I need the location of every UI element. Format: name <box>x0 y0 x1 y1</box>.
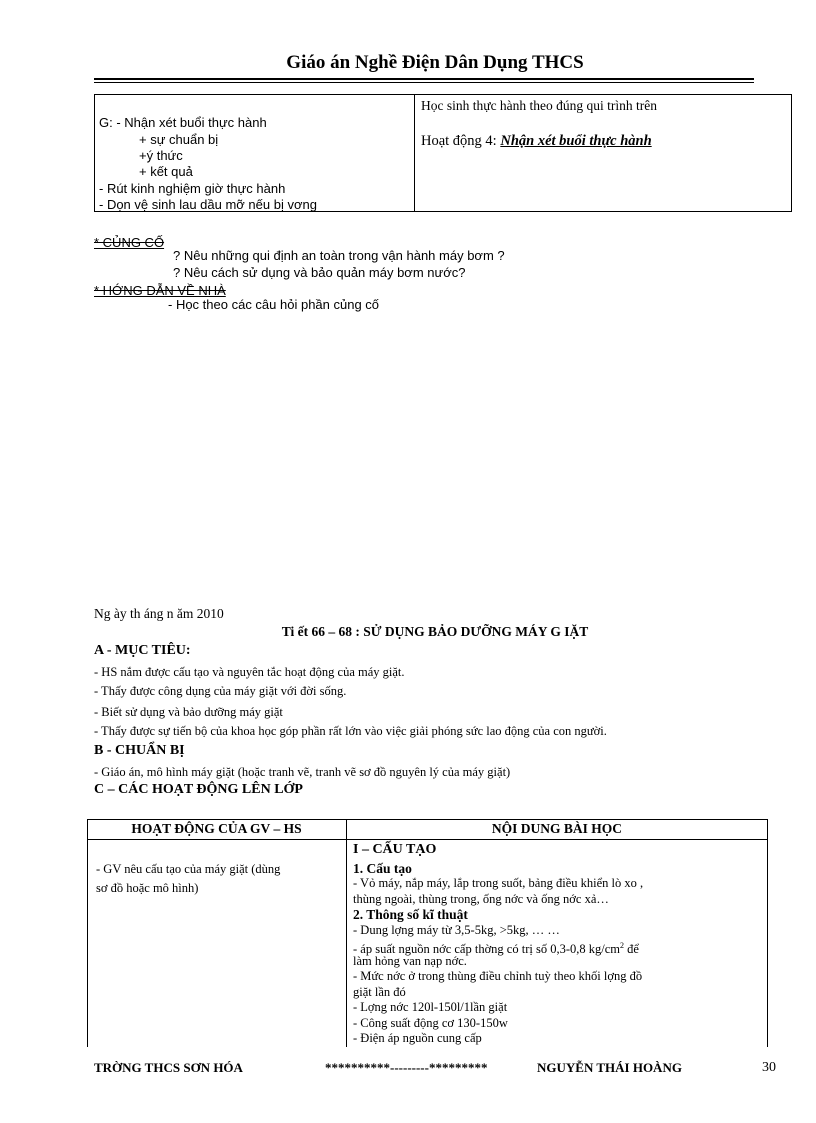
left-line-1: G: - Nhận xét buổi thực hành <box>99 115 267 130</box>
left-line-3: +ý thức <box>139 148 183 163</box>
left-line-2: + sự chuẩn bị <box>139 132 219 147</box>
col1-header: HOẠT ĐỘNG CỦA GV – HS <box>87 819 346 840</box>
right-line-1: Học sinh thực hành theo đúng qui trình trên <box>421 98 658 113</box>
subsection-2-heading: 2. Thông số kĩ thuật <box>353 907 468 922</box>
section-b-heading: B - CHUẨN BỊ <box>94 743 185 758</box>
table-divider <box>414 95 415 211</box>
section-a-item-4: - Thấy được sự tiến bộ của khoa học góp phần rất lớn vào việc giải phóng sức lao động của con người. <box>94 724 607 738</box>
lesson-activity-table <box>87 819 768 1047</box>
activity-label: Hoạt động 4: <box>421 133 501 149</box>
lesson-title: Ti ết 66 – 68 : SỬ DỤNG BẢO DƯỠNG MÁY G IẶT <box>281 624 589 639</box>
section-a-item-1: - HS nắm được cấu tạo và nguyên tắc hoạt động của máy giặt. <box>94 665 405 679</box>
table-column-divider <box>346 819 347 1047</box>
activity-4-table <box>94 94 792 212</box>
structure-line-1: - Vỏ máy, nắp máy, lắp trong suốt, bảng điều khiển lò xo , <box>353 876 644 890</box>
spec-line-2a-tail: để <box>624 942 639 957</box>
col2-header: NỘI DUNG BÀI HỌC <box>346 819 768 840</box>
spec-line-3b: giặt lần đó <box>353 985 406 999</box>
left-line-5: - Rút kinh nghiệm giờ thực hành <box>99 181 286 196</box>
title-rule-thin <box>94 82 754 83</box>
col1-line-1: - GV nêu cấu tạo của máy giặt (dùng <box>96 862 281 876</box>
activity-title: Nhận xét buổi thực hành <box>500 133 652 149</box>
subsection-1-heading: 1. Cấu tạo <box>353 861 412 876</box>
page-number: 30 <box>762 1060 776 1075</box>
huong-dan-line: - Học theo các câu hỏi phần củng cố <box>168 297 380 312</box>
spec-line-1: - Dung lợng máy từ 3,5-5kg, >5kg, … … <box>353 923 560 937</box>
left-line-6: - Dọn vệ sinh lau dầu mỡ nếu bị vơng <box>99 197 317 211</box>
cung-co-question-2: ? Nêu cách sử dụng và bảo quản máy bơm nước? <box>173 265 466 280</box>
section-a-heading: A - MỤC TIÊU: <box>94 643 191 658</box>
page-title: Giáo án Nghề Điện Dân Dụng THCS <box>286 52 584 73</box>
title-rule-thick <box>94 78 754 80</box>
structure-line-2: thùng ngoài, thùng trong, ống nớc và ống nớc xả… <box>353 892 609 906</box>
footer-author: NGUYỄN THÁI HOÀNG <box>537 1060 682 1073</box>
footer-separator: **********---------********* <box>325 1060 488 1073</box>
spec-line-2b: làm hỏng van nạp nớc. <box>353 954 467 968</box>
spec-line-3a: - Mức nớc ở trong thùng điều chỉnh tuỳ theo khối lợng đồ <box>353 969 643 983</box>
spec-line-5: - Công suất động cơ 130-150w <box>353 1016 508 1030</box>
left-line-4: + kết quả <box>139 164 193 179</box>
footer-school: TRỜNG THCS SƠN HÓA <box>94 1060 243 1073</box>
section-1-heading: I – CẤU TẠO <box>353 842 437 857</box>
cung-co-question-1: ? Nêu những qui định an toàn trong vận hành máy bơm ? <box>173 248 505 263</box>
section-b-item-1: - Giáo án, mô hình máy giặt (hoặc tranh vẽ, tranh vẽ sơ đồ nguyên lý của máy giặt) <box>94 765 511 779</box>
activity-heading <box>421 133 652 150</box>
section-a-item-3: - Biết sử dụng và bảo dưỡng máy giặt <box>94 705 283 719</box>
section-a-item-2: - Thấy được công dụng của máy giặt với đời sống. <box>94 684 347 698</box>
spec-line-6: - Điện áp nguồn cung cấp <box>353 1031 482 1045</box>
spec-line-4: - Lợng nớc 120l-150l/1lần giặt <box>353 1000 508 1014</box>
cung-co-label: * CỦNG CỐ <box>94 235 165 250</box>
section-c-heading: C – CÁC HOẠT ĐỘNG LÊN LỚP <box>94 782 303 797</box>
spec-line-2a-sup: 2 <box>620 941 624 950</box>
date-line: Ng ày th áng n ăm 2010 <box>94 606 224 621</box>
col1-line-2: sơ đồ hoặc mô hình) <box>96 881 199 895</box>
spec-line-2a-text: - áp suất nguồn nớc cấp thờng có trị số 0,3-0,8 kg/cm <box>353 942 620 957</box>
huong-dan-label: * HỚNG DẪN VỀ NHÀ <box>94 283 226 298</box>
